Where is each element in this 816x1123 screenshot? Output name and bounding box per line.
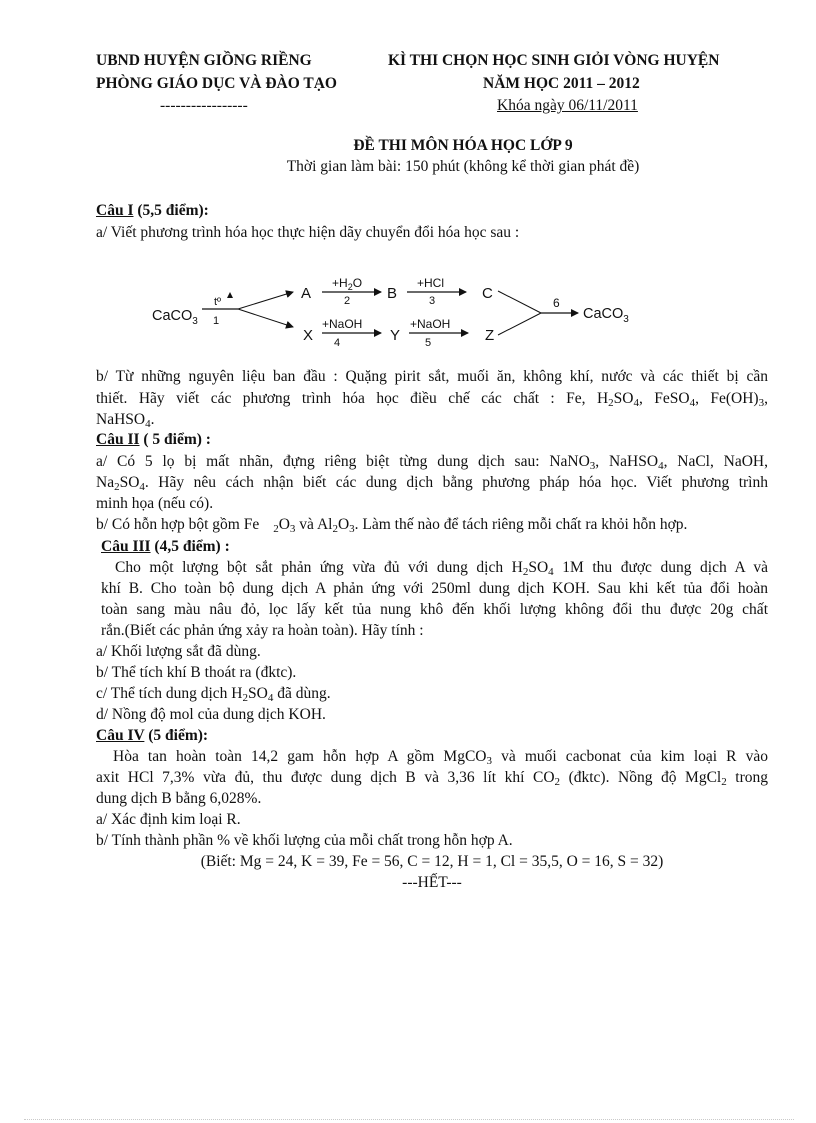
exam-time: Thời gian làm bài: 150 phút (không kể thời gian phát đề) (286, 158, 640, 175)
diagram-merge-down (498, 313, 541, 335)
q4-para-line2: axit HCl 7,3% vừa đủ, thu được dung dịch B và 3,36 lít khí $CO_2$ (đktc). Nồng độ MgCl$_2$ trong (96, 769, 769, 788)
header-school-year: NĂM HỌC 2011 – 2012 (483, 75, 640, 92)
q1-part-b-line2: thiết. Hãy viết các phương trình hóa học điều chế các chất : Fe, $H_2SO_4$, FeSO$_4$, $Fe(OH)_3$, (96, 390, 768, 409)
diagram-step-4: 4 (334, 337, 341, 349)
q1-part-a: a/ Viết phương trình hóa học thực hiện dãy chuyển đổi hóa học sau : (96, 224, 520, 241)
q2-part-a-line1: a/ Có 5 lọ bị mất nhãn, đựng riêng biệt từng dung dịch sau: NaNO$_3$, NaHSO$_4$, NaCl, NaOH, (96, 453, 768, 472)
q1-part-b-line1: b/ Từ những nguyên liệu ban đầu : Quặng pirit sắt, muối ăn, không khí, nước và các thiết bị cần (96, 368, 768, 385)
q3-heading (101, 538, 230, 556)
diagram-B: B (387, 285, 398, 302)
diagram-step-6: 6 (553, 296, 560, 310)
q3-para-line4: rắn.(Biết các phản ứng xảy ra hoàn toàn). Hãy tính : (101, 622, 424, 639)
q3-para-line2: khí B. Cho toàn bộ dung dịch A phản ứng với 250ml dung dịch KOH. Sau khi kết tủa đổi hoàn (101, 580, 768, 597)
diagram-step-3: 3 (429, 295, 436, 307)
diagram-X: X (303, 327, 314, 344)
atomic-masses: (Biết: Mg = 24, K = 39, Fe = 56, C = 12, H = 1, Cl = 35,5, O = 16, S = 32) (200, 853, 664, 870)
diagram-end: CaCO$_3$ (583, 306, 629, 325)
end-marker: ---HẾT--- (402, 874, 462, 891)
q3-para-line1: Cho một lượng bột sắt phản ứng vừa đủ với dung dịch $H_2SO_4$ 1M thu được dung dịch A và (115, 559, 768, 578)
q4-label: Câu IV (96, 727, 145, 744)
diagram-branch-down (238, 309, 293, 327)
q4-part-a: a/ Xác định kim loại R. (96, 811, 241, 828)
diagram-reagent-3: +HCl (417, 276, 445, 290)
q1-part-b-line3: NaHSO$_4$. (96, 411, 155, 430)
q4-para-line1: Hòa tan hoàn toàn 14,2 gam hỗn hợp A gồm MgCO$_3$ và muối cacbonat của kim loại R vào (113, 748, 768, 767)
q2-part-a-line2: $Na_2SO_4$. Hãy nêu cách nhận biết các dung dịch bằng phương pháp hóa học. Viết phương trình (96, 474, 768, 493)
diagram-A: A (301, 285, 312, 302)
diagram-reagent-4: +NaOH (322, 317, 363, 331)
header-exam-name: KÌ THI CHỌN HỌC SINH GIỎI VÒNG HUYỆN (388, 52, 720, 69)
diagram-start: CaCO$_3$ (152, 308, 198, 327)
diagram-reagent-5: +NaOH (410, 317, 451, 331)
diagram-step-5: 5 (425, 337, 432, 349)
diagram-Y: Y (390, 327, 401, 344)
header-divider: ----------------- (160, 97, 248, 114)
q3-part-d: d/ Nồng độ mol của dung dịch KOH. (96, 706, 326, 723)
exam-title: ĐỀ THI MÔN HÓA HỌC LỚP 9 (353, 137, 573, 154)
diagram-Z: Z (485, 327, 495, 344)
q3-part-c: c/ Thể tích dung dịch $H_2SO_4$ đã dùng. (96, 685, 331, 704)
q3-label: Câu III (101, 538, 151, 555)
q4-part-b: b/ Tính thành phần % về khối lượng của mỗi chất trong hỗn hợp A. (96, 832, 513, 849)
q1-label: Câu I (96, 202, 134, 219)
q3-para-line3: toàn sang màu nâu đỏ, lọc lấy kết tủa nung khô đến khối lượng không đổi thu được 20g chất (101, 601, 768, 618)
header-department: PHÒNG GIÁO DỤC VÀ ĐÀO TẠO (96, 75, 337, 92)
diagram-step-1: 1 (213, 315, 220, 327)
q4-heading (96, 727, 208, 745)
q3-part-b: b/ Thể tích khí B thoát ra (đktc). (96, 664, 297, 681)
q3-part-a: a/ Khối lượng sắt đã dùng. (96, 643, 261, 660)
q4-para-line3: dung dịch B bằng 6,028%. (96, 790, 262, 807)
diagram-heat-icon (227, 292, 233, 298)
q1-points: (5,5 điểm): (133, 202, 209, 219)
q2-part-b: b/ Có hỗn hợp bột gồm Fe $_2O_3$ và $Al_2O_3$. Làm thế nào để tách riêng mỗi chất ra khỏi hỗn hợp. (96, 516, 688, 535)
q2-part-a-line3: minh họa (nếu có). (96, 495, 214, 512)
page-bottom-rule (24, 1119, 794, 1120)
diagram-step-2: 2 (344, 295, 351, 307)
diagram-C: C (482, 285, 493, 302)
q2-heading (96, 431, 211, 449)
header-exam-date: Khóa ngày 06/11/2011 (497, 97, 638, 114)
diagram-branch-up (238, 292, 293, 309)
diagram-reagent-2: $+H_2O$ (332, 276, 363, 292)
q4-points: (5 điểm): (144, 727, 209, 744)
q2-points: ( 5 điểm) : (139, 431, 211, 448)
q2-label: Câu II (96, 431, 140, 448)
diagram-heat-label: tº (214, 296, 222, 308)
diagram-merge-up (498, 291, 541, 313)
header-district: UBND HUYỆN GIỒNG RIỀNG (96, 52, 312, 69)
q3-points: (4,5 điểm) : (150, 538, 230, 555)
